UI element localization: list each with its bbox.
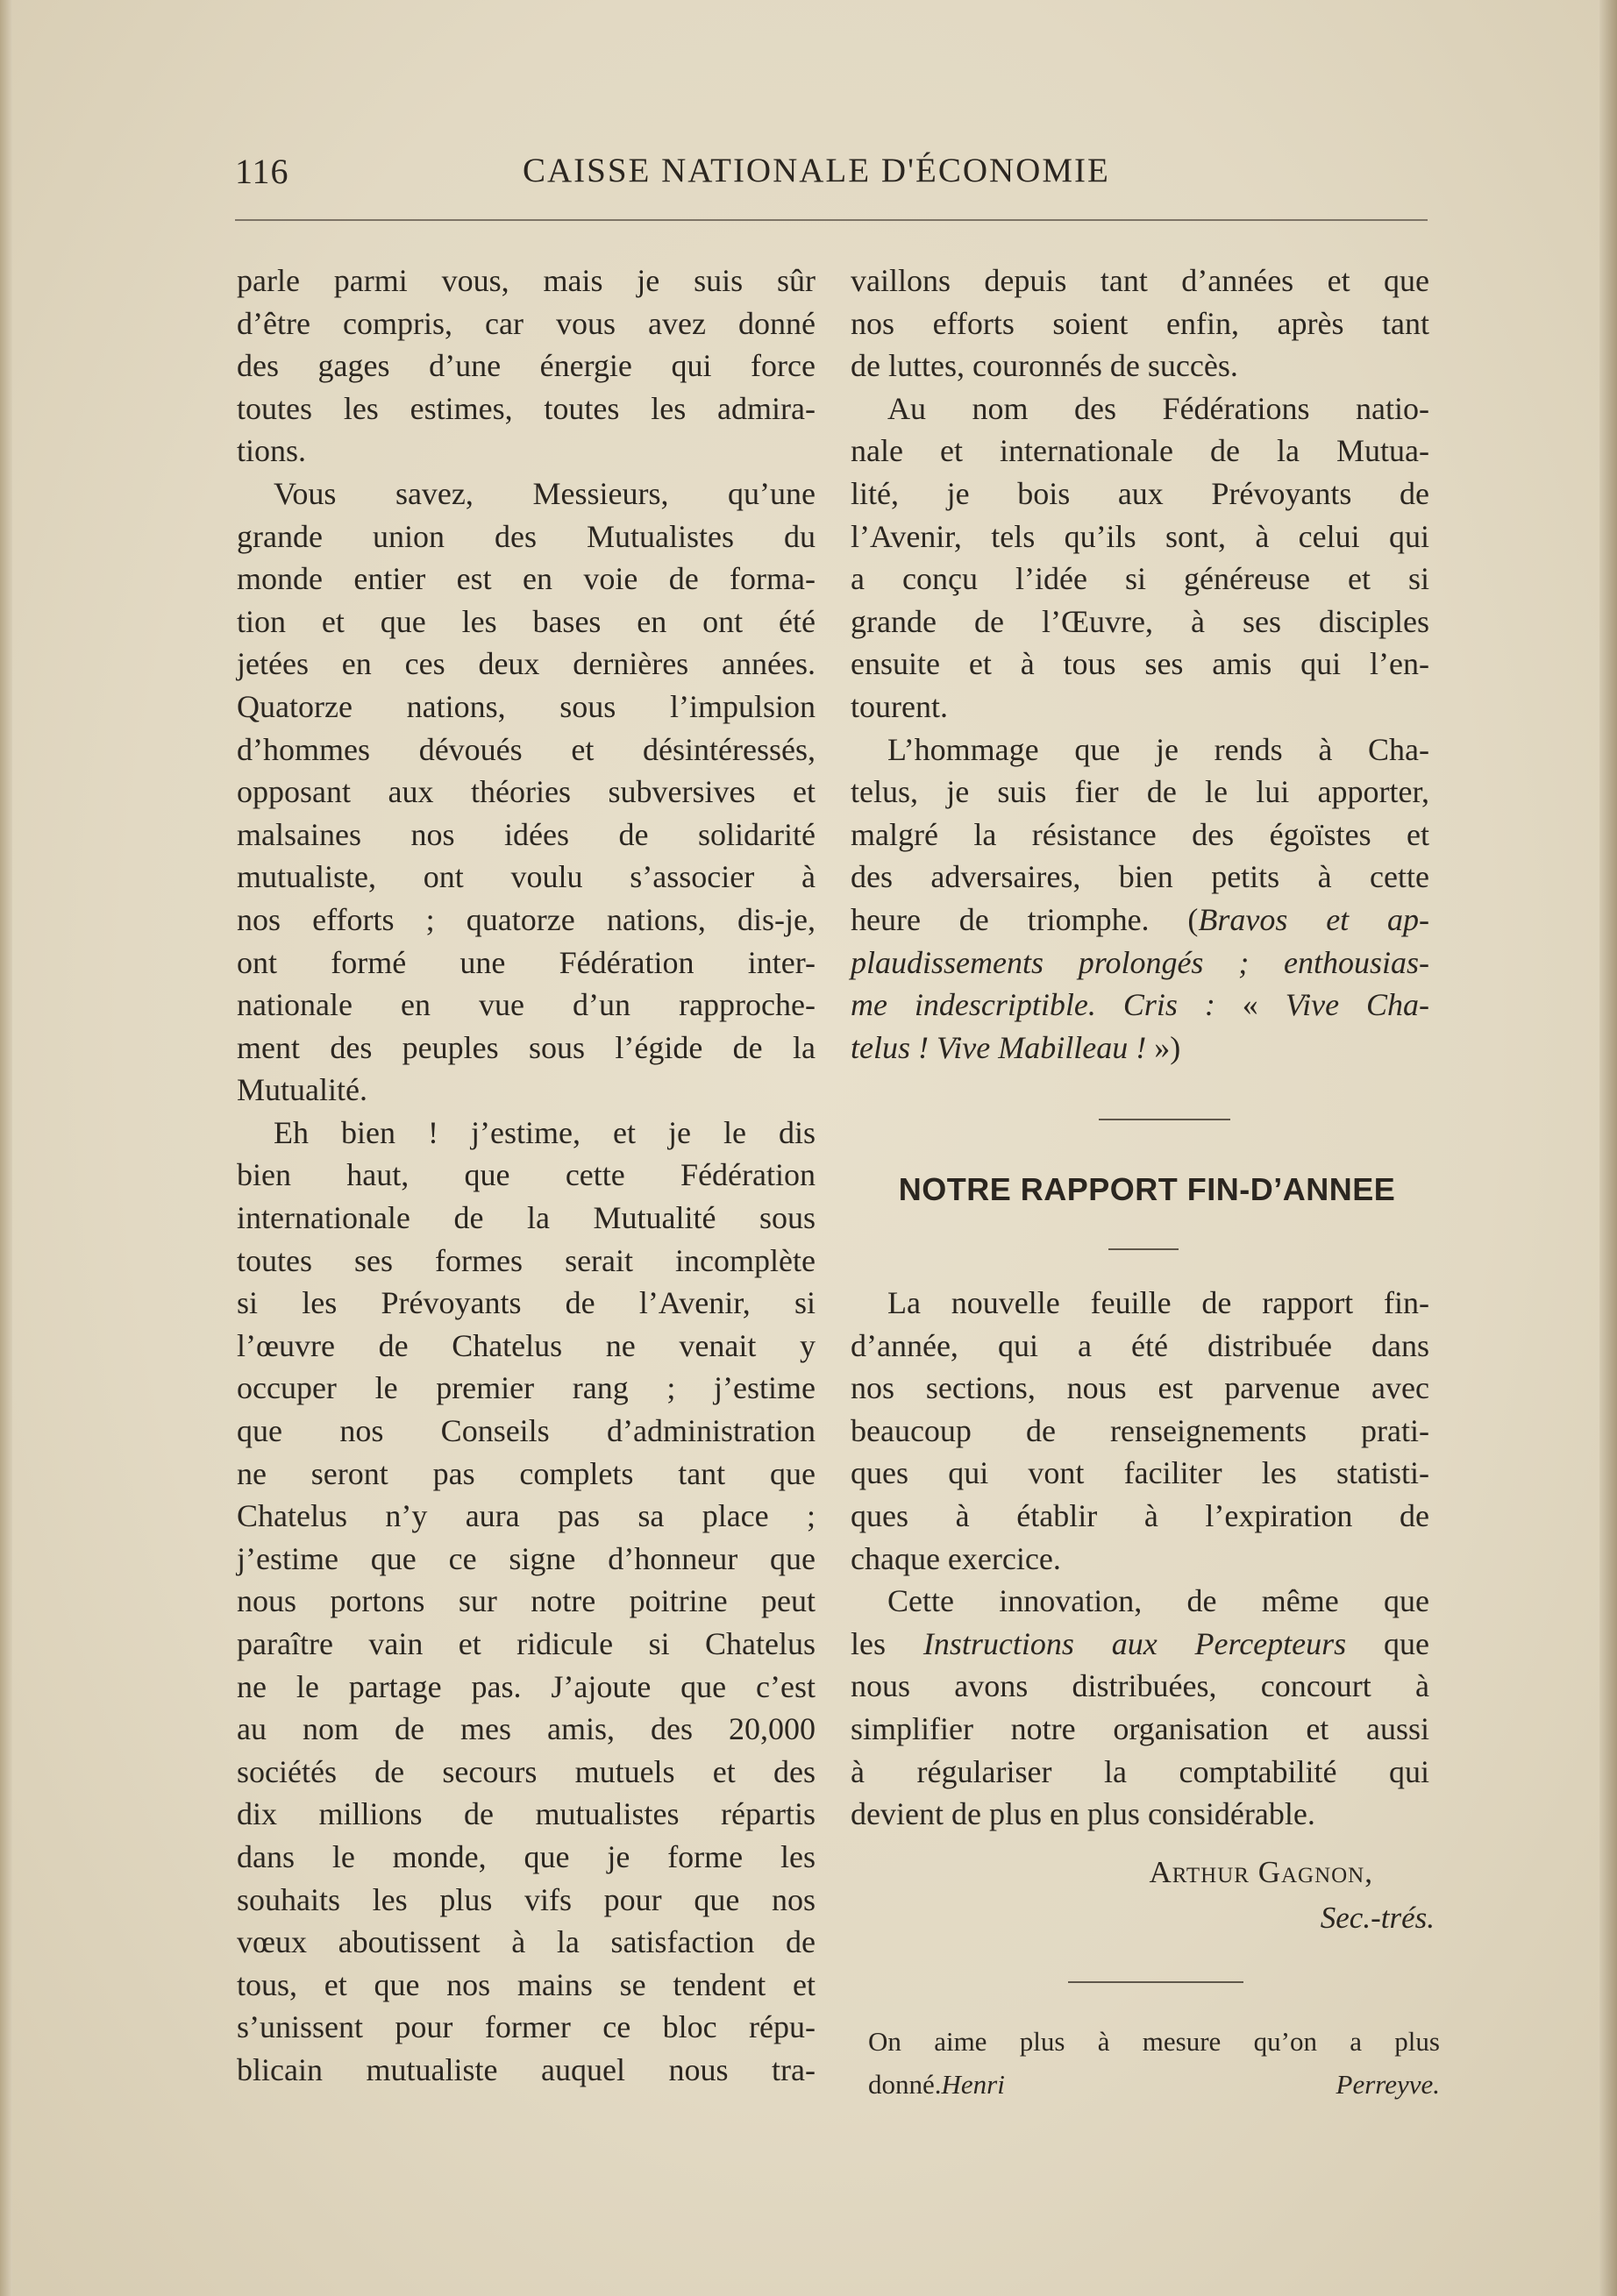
text-line: Cette innovation, de même que [887, 1583, 1429, 1619]
page-number: 116 [235, 152, 289, 191]
left-column [237, 259, 816, 2092]
text-line: nos sections, nous est parvenue avec [851, 1370, 1429, 1406]
text-line: toutes les estimes, toutes les admira- [237, 390, 816, 426]
text-line: nous portons sur notre poitrine peut [237, 1583, 816, 1619]
text-line: dans le monde, que je forme les [237, 1838, 816, 1874]
text-line: ne seront pas complets tant que [237, 1455, 816, 1491]
text-line: malgré la résistance des égoïstes et [851, 816, 1429, 852]
text-line: Chatelus n’y aura pas sa place ; [237, 1498, 816, 1534]
text-line: nos efforts ; quatorze nations, dis-je, [237, 901, 816, 937]
text-line: d’année, qui a été distribuée dans [851, 1327, 1429, 1363]
text-line-italic: plaudissements prolongés ; enthousias- [851, 944, 1429, 980]
right-column [851, 259, 1429, 1069]
text-line: j’estime que ce signe d’honneur que [237, 1540, 816, 1576]
text-line: blicain mutualiste auquel nous tra- [237, 2051, 816, 2087]
text-line: nos efforts soient enfin, après tant [851, 305, 1429, 341]
separator-rule [1108, 1248, 1179, 1250]
text-line: simplifier notre organisation et aussi [851, 1710, 1429, 1746]
text-line: devient de plus en plus considérable. [851, 1796, 1315, 1832]
text-line: opposant aux théories subversives et [237, 774, 816, 810]
text-line-mixed [851, 899, 1429, 942]
section-body [851, 1282, 1429, 1836]
quote-author: Henri Perreyve. [941, 2068, 1440, 2100]
quote-line-attribution [868, 2065, 1440, 2108]
text-line: si les Prévoyants de l’Avenir, si [237, 1285, 816, 1321]
text-line: dix millions de mutualistes répartis [237, 1796, 816, 1832]
roman-text: que [1346, 1625, 1429, 1661]
text-line: s’unissent pour former ce bloc répu- [237, 2009, 816, 2045]
roman-text: ») [1146, 1029, 1181, 1065]
roman-text: heure de triomphe. ( [851, 901, 1199, 937]
text-line: à régulariser la comptabilité qui [851, 1753, 1429, 1789]
text-line: tourent. [851, 688, 948, 724]
quote-line: On aime plus à mesure qu’on a plus [868, 2026, 1440, 2057]
text-line: ques qui vont faciliter les statisti- [851, 1455, 1429, 1491]
page-edge-left [0, 0, 12, 2296]
text-line: Eh bien ! j’estime, et je le dis [274, 1114, 816, 1150]
text-line: La nouvelle feuille de rapport fin- [887, 1285, 1429, 1320]
text-line: telus, je suis fier de le lui apporter, [851, 774, 1429, 810]
text-line: nale et internationale de la Mutua- [851, 433, 1429, 469]
text-line: jetées en ces deux dernières années. [237, 646, 816, 682]
text-line: souhaits les plus vifs pour que nos [237, 1881, 816, 1917]
text-line: paraître vain et ridicule si Chatelus [237, 1626, 816, 1661]
text-line: occuper le premier rang ; j’estime [237, 1370, 816, 1406]
text-line: bien haut, que cette Fédération [237, 1157, 816, 1193]
separator-rule [1068, 1981, 1243, 1983]
running-title: CAISSE NATIONALE D'ÉCONOMIE [523, 152, 1110, 189]
text-line-mixed [851, 1623, 1429, 1666]
text-line: vaillons depuis tant d’années et que [851, 263, 1429, 298]
text-line: de luttes, couronnés de succès. [851, 348, 1238, 384]
text-line: d’être compris, car vous avez donné [237, 305, 816, 341]
text-line: l’Avenir, tels qu’ils sont, à celui qui [851, 518, 1429, 554]
text-line: monde entier est en voie de forma- [237, 561, 816, 597]
text-line: tous, et que nos mains se tendent et [237, 1966, 816, 2002]
italic-text: Instructions aux Percepteurs [922, 1625, 1347, 1661]
text-line: tion et que les bases en ont été [237, 603, 816, 639]
quote-text: donné. [868, 2068, 942, 2100]
italic-text: Vive Cha- [1285, 987, 1430, 1023]
text-line: mutualiste, ont voulu s’associer à [237, 859, 816, 895]
text-line: au nom de mes amis, des 20,000 [237, 1711, 816, 1747]
text-line-mixed [851, 1027, 1429, 1070]
text-line: toutes ses formes serait incomplète [237, 1242, 816, 1278]
text-line: grande de l’Œuvre, à ses disciples [851, 603, 1429, 639]
text-line: internationale de la Mutualité sous [237, 1200, 816, 1236]
text-line: L’hommage que je rends à Cha- [887, 731, 1429, 767]
text-line: tions. [237, 433, 307, 469]
page-header [235, 151, 1428, 203]
roman-text: « [1215, 987, 1286, 1023]
text-line: Mutualité. [237, 1072, 367, 1108]
italic-text: me indescriptible. Cris : [851, 987, 1215, 1023]
text-line: Au nom des Fédérations natio- [887, 390, 1429, 426]
text-line: Vous savez, Messieurs, qu’une [274, 475, 816, 511]
signature-name: Arthur Gagnon, [1149, 1855, 1373, 1889]
italic-text: Bravos et ap- [1198, 901, 1429, 937]
text-line: des gages d’une énergie qui force [237, 348, 816, 384]
text-line-mixed [851, 984, 1429, 1027]
signature-title: Sec.-trés. [1320, 1901, 1435, 1935]
separator-rule [1099, 1119, 1230, 1120]
text-line: des adversaires, bien petits à cette [851, 859, 1429, 895]
page-edge-right [1599, 0, 1617, 2296]
text-line: d’hommes dévoués et désintéressés, [237, 731, 816, 767]
italic-text: telus ! Vive Mabilleau ! [851, 1029, 1147, 1065]
text-line: ont formé une Fédération inter- [237, 944, 816, 980]
text-line: nationale en vue d’un rapproche- [237, 987, 816, 1023]
text-line: ensuite et à tous ses amis qui l’en- [851, 646, 1429, 682]
text-line: ment des peuples sous l’égide de la [237, 1029, 816, 1065]
text-line: a conçu l’idée si généreuse et si [851, 561, 1429, 597]
text-line: beaucoup de renseignements prati- [851, 1412, 1429, 1448]
text-line: grande union des Mutualistes du [237, 518, 816, 554]
header-rule [235, 219, 1428, 221]
text-line: ques à établir à l’expiration de [851, 1497, 1429, 1533]
text-line: l’œuvre de Chatelus ne venait y [237, 1327, 816, 1363]
section-title: NOTRE RAPPORT FIN-D’ANNEE [898, 1171, 1396, 1207]
text-line: parle parmi vous, mais je suis sûr [237, 263, 816, 298]
text-line: vœux aboutissent à la satisfaction de [237, 1924, 816, 1960]
text-line: nous avons distribuées, concourt à [851, 1668, 1429, 1704]
text-line: que nos Conseils d’administration [237, 1413, 816, 1449]
roman-text: les [851, 1625, 923, 1661]
text-line: sociétés de secours mutuels et des [237, 1753, 816, 1789]
text-line: lité, je bois aux Prévoyants de [851, 475, 1429, 511]
closing-quote [868, 2022, 1440, 2107]
text-line: malsaines nos idées de solidarité [237, 816, 816, 852]
text-line: ne le partage pas. J’ajoute que c’est [237, 1668, 816, 1704]
text-line: Quatorze nations, sous l’impulsion [237, 688, 816, 724]
text-line: chaque exercice. [851, 1540, 1061, 1576]
